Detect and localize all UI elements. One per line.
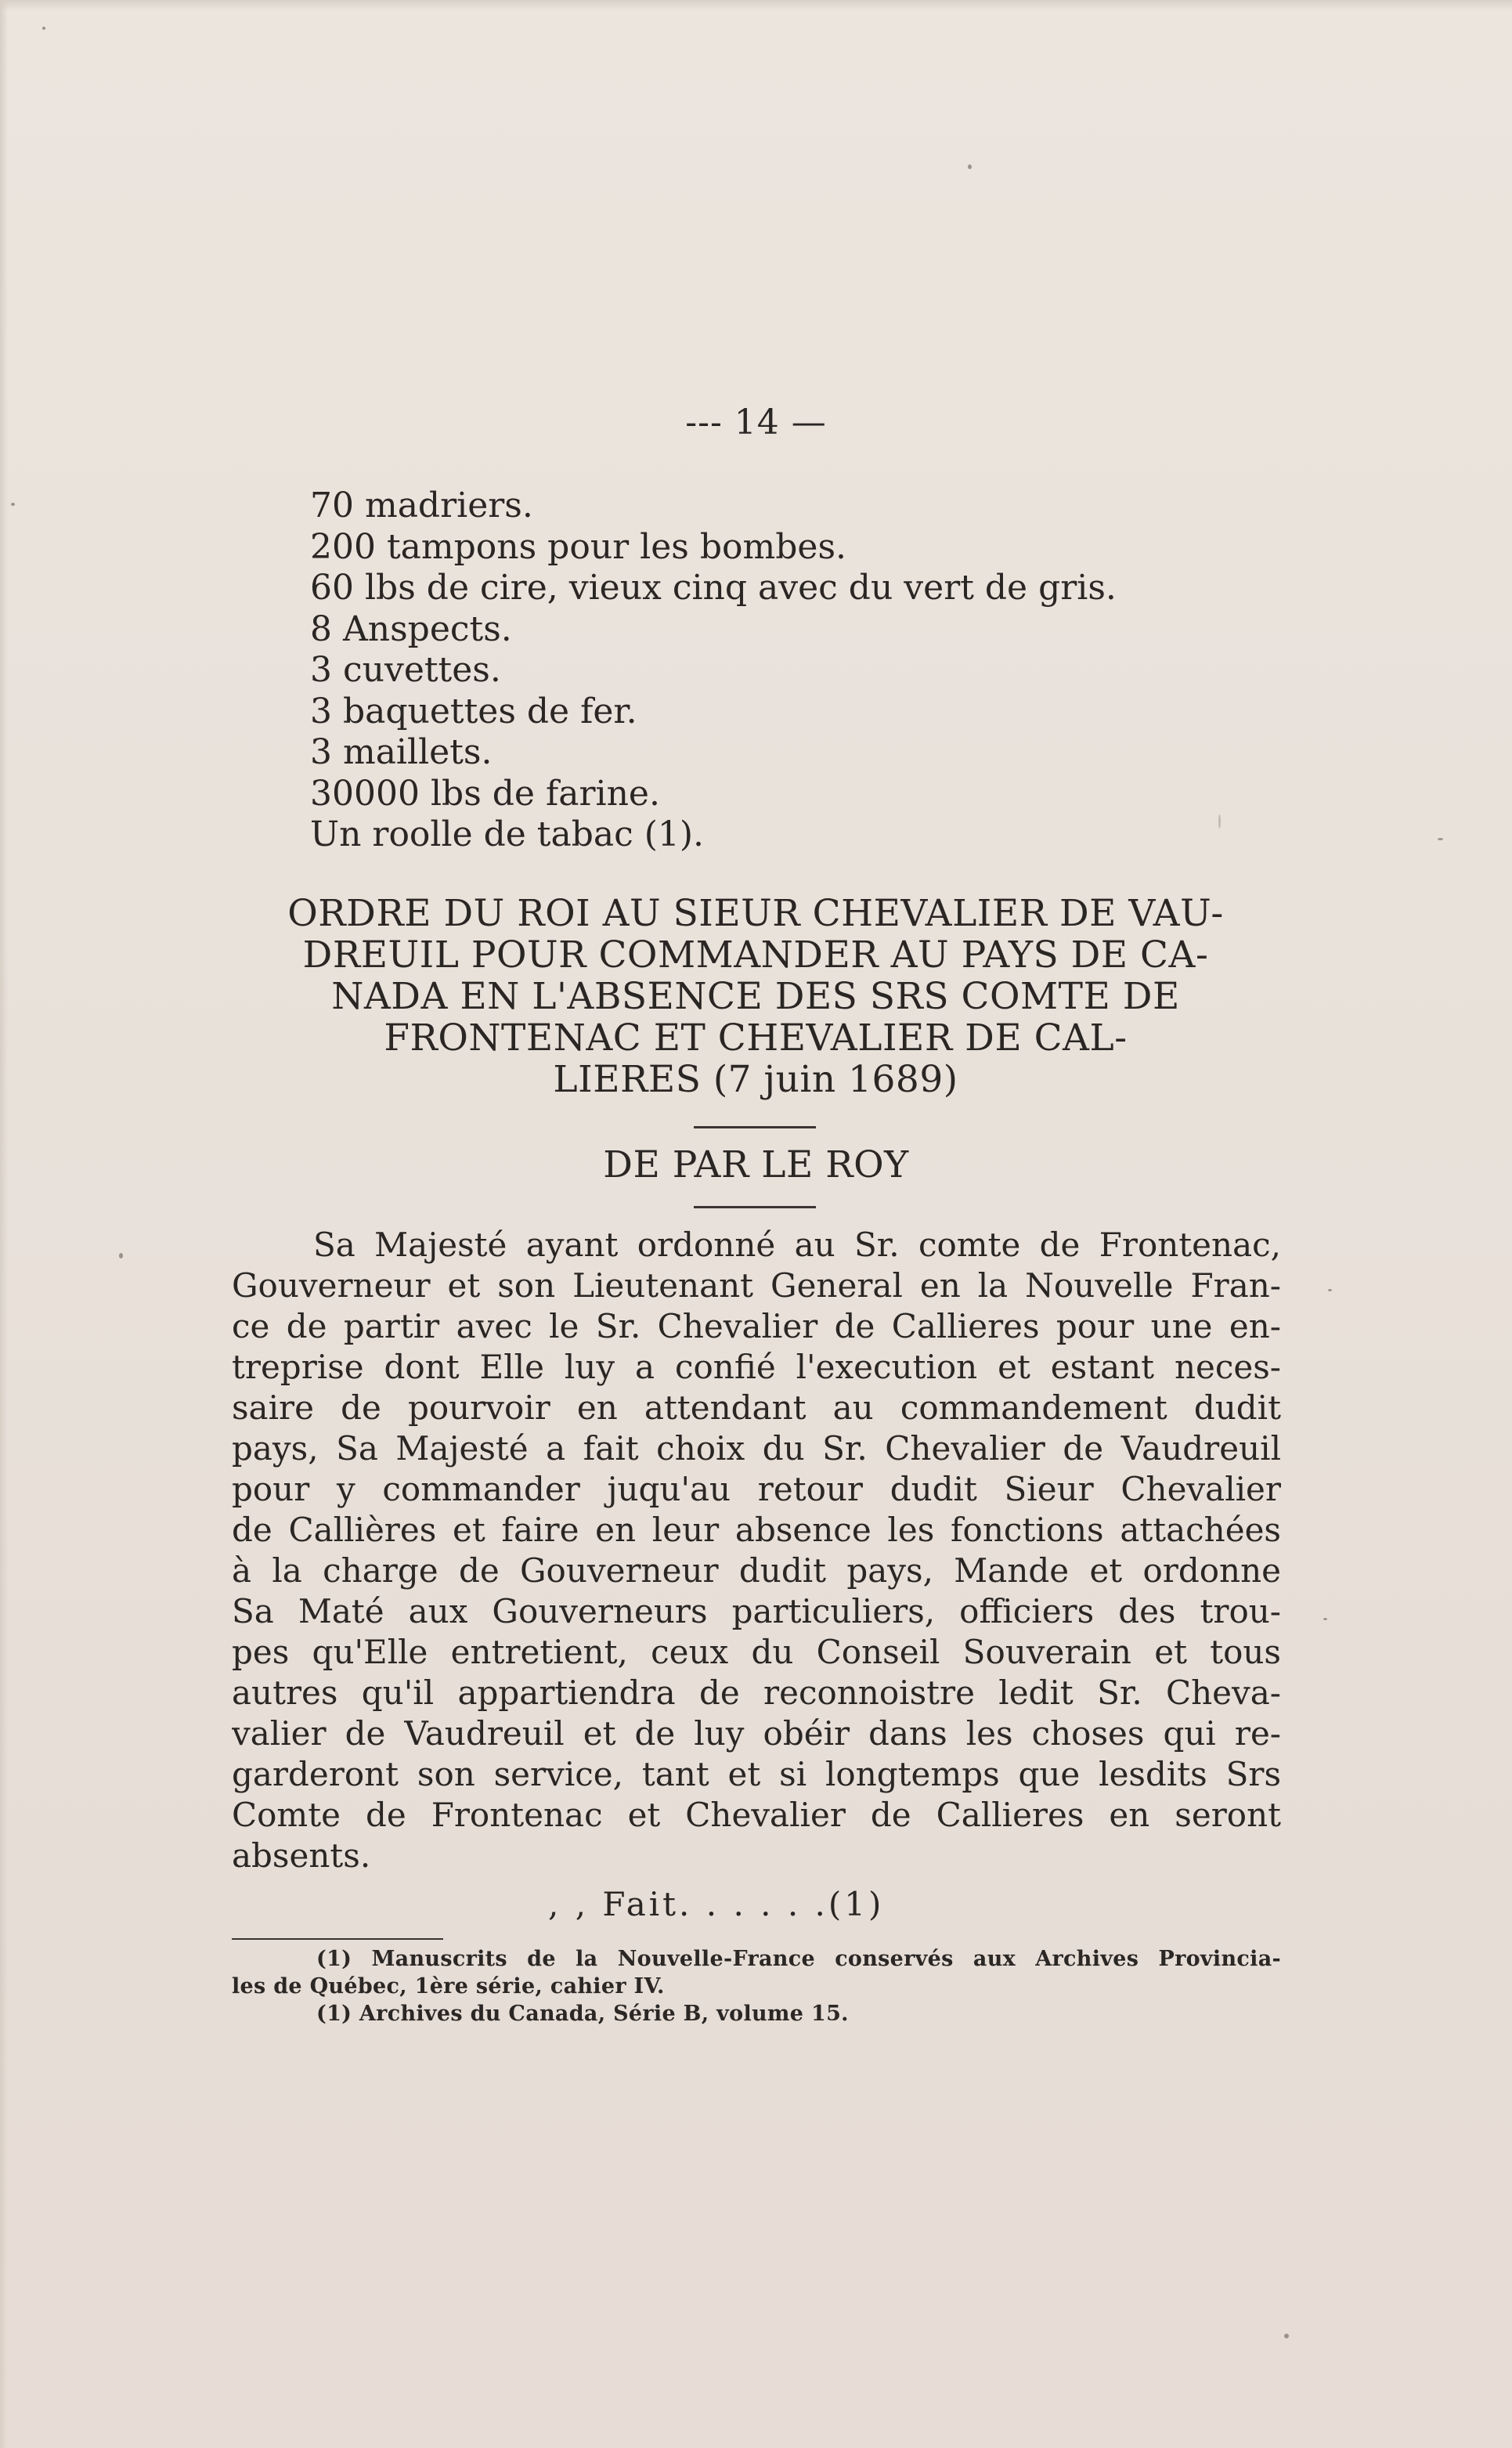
body-line: de Callières et faire en leur absence les fonctions attachées [232,1511,1281,1549]
inventory-item: 3 cuvettes. [310,650,501,690]
body-line: pour y commander juqu'au retour dudit Sieur Chevalier [232,1470,1281,1508]
paper-speck [1328,1289,1332,1291]
body-line: valier de Vaudreuil et de luy obéir dans les choses qui re- [232,1714,1281,1753]
inventory-item: Un roolle de tabac (1). [310,814,705,854]
paper-speck [42,27,45,30]
body-line: Comte de Frontenac et Chevalier de Callieres en seront [232,1796,1281,1834]
inventory-item: 70 madriers. [310,486,533,525]
title-divider [694,1126,816,1128]
body-line: saire de pourvoir en attendant au commandement dudit [232,1388,1281,1427]
inventory-item: 8 Anspects. [310,608,512,649]
ordinance-title-line: FRONTENAC ET CHEVALIER DE CAL- [384,1016,1128,1060]
ordinance-subtitle: DE PAR LE ROY [603,1143,909,1186]
inventory-item: 3 maillets. [310,732,493,772]
paper-speck [11,503,15,506]
subtitle-divider [694,1206,816,1208]
body-line: Sa Majesté ayant ordonné au Sr. comte de Frontenac, [313,1226,1281,1264]
paper-left-edge [0,0,8,2448]
body-line: Sa Maté aux Gouverneurs particuliers, officiers des trou- [232,1592,1281,1630]
inventory-item: 60 lbs de cire, vieux cinq avec du vert de gris. [310,568,1117,608]
ordinance-title-line: NADA EN L'ABSENCE DES SRS COMTE DE [331,975,1180,1018]
paper-speck [1218,814,1221,829]
paper-speck [119,1253,123,1258]
body-line: ce de partir avec le Sr. Chevalier de Callieres pour une en- [232,1307,1281,1345]
body-line: autres qu'il appartiendra de reconnoistre ledit Sr. Cheva- [232,1674,1281,1712]
body-line: treprise dont Elle luy a confié l'execution et estant neces- [232,1348,1281,1386]
body-line: pays, Sa Majesté a fait choix du Sr. Chevalier de Vaudreuil [232,1429,1281,1468]
paper-speck [1323,1618,1327,1620]
footnotes [232,1945,1281,2027]
page-number: --- 14 — [685,403,827,442]
inventory-item: 30000 lbs de farine. [310,773,660,814]
inventory-item: 3 baquettes de fer. [310,691,637,731]
ordinance-title-line: DREUIL POUR COMMANDER AU PAYS DE CA- [302,933,1209,977]
body-line: absents. [232,1836,371,1875]
body-line: pes qu'Elle entretient, ceux du Conseil Souverain et tous [232,1633,1281,1671]
paper-top-edge [0,0,1512,11]
footnote-divider [232,1938,443,1940]
ordinance-title-line: LIERES (7 juin 1689) [553,1058,958,1101]
closing-signature: , , Fait. . . . . .(1) [548,1885,885,1923]
paper-speck [968,164,972,169]
inventory-list [310,486,1328,856]
ordinance-body [232,1225,1281,1876]
footnote-2: (1) Archives du Canada, Série B, volume 15. [316,2002,849,2026]
inventory-item: 200 tampons pour les bombes. [310,526,847,567]
footnote-1-line-2: les de Québec, 1ère série, cahier IV. [232,1974,665,1998]
paper-speck [1438,838,1443,840]
footnote-1-line-1: (1) Manuscrits de la Nouvelle-France conservés aux Archives Provincia- [316,1947,1281,1971]
body-line: Gouverneur et son Lieutenant General en la Nouvelle Fran- [232,1266,1281,1305]
ordinance-title-line: ORDRE DU ROI AU SIEUR CHEVALIER DE VAU- [287,892,1224,935]
body-line: à la charge de Gouverneur dudit pays, Mande et ordonne [232,1551,1281,1590]
body-line: garderont son service, tant et si longtemps que lesdits Srs [232,1755,1281,1793]
ordinance-title [235,893,1276,1100]
paper-speck [1284,2334,1289,2338]
